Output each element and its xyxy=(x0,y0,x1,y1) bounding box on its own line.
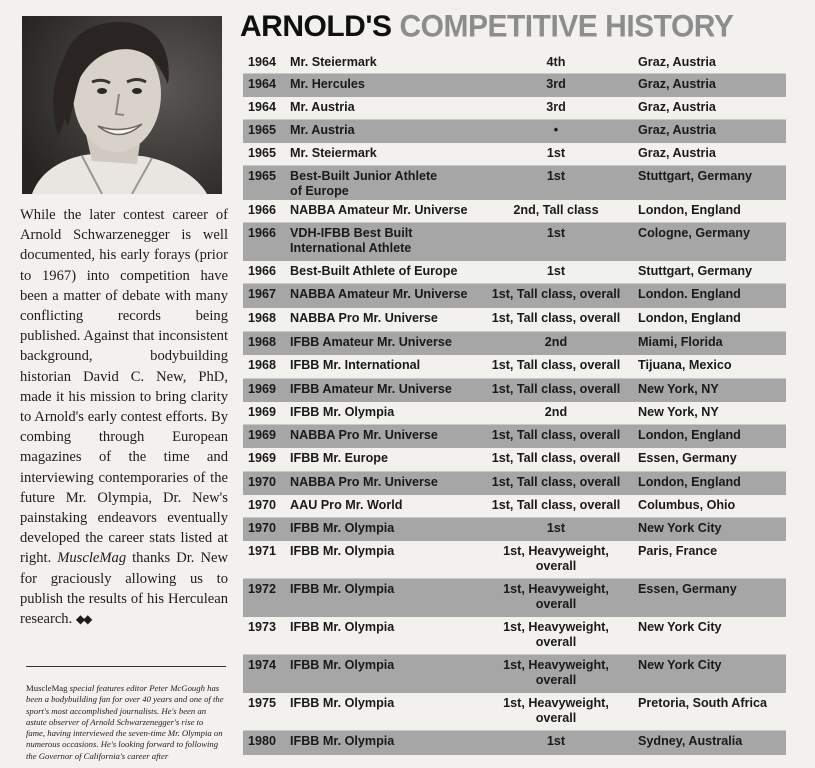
placing-cell: 1st, Heavyweight, overall xyxy=(503,544,609,573)
title-part-1: ARNOLD'S xyxy=(240,10,392,43)
event-cell: IFBB Mr. Olympia xyxy=(290,582,395,596)
location-cell: Graz, Austria xyxy=(638,123,716,137)
table-row xyxy=(243,425,786,448)
year-cell: 1973 xyxy=(248,620,277,634)
placing-cell: • xyxy=(553,123,559,137)
table-row xyxy=(243,52,786,74)
event-cell: Mr. Steiermark xyxy=(290,55,377,69)
table-row xyxy=(243,143,786,166)
location-cell: Paris, France xyxy=(638,544,718,558)
table-row xyxy=(243,200,786,223)
table-row xyxy=(243,332,786,355)
placing-cell: 1st, Heavyweight, overall xyxy=(503,582,609,611)
table-row xyxy=(243,120,786,143)
bio-magazine-name: MuscleMag xyxy=(26,683,68,693)
portrait-photo xyxy=(22,16,222,194)
event-cell: IFBB Mr. Olympia xyxy=(290,544,395,558)
placing-cell: 1st, Heavyweight, overall xyxy=(503,620,609,649)
placing-cell: 1st xyxy=(546,734,566,748)
location-cell: Cologne, Germany xyxy=(638,226,750,240)
intro-paragraph xyxy=(20,205,228,629)
end-mark-icon: ◆◆ xyxy=(75,612,91,627)
placing-cell: 1st, Tall class, overall xyxy=(491,475,621,489)
year-cell: 1970 xyxy=(248,498,277,512)
table-row xyxy=(243,731,786,755)
table-row xyxy=(243,617,786,655)
page-title xyxy=(240,10,733,44)
location-cell: Graz, Austria xyxy=(638,77,716,91)
location-cell: London. England xyxy=(638,287,741,301)
location-cell: London, England xyxy=(638,475,741,489)
year-cell: 1968 xyxy=(248,311,277,325)
table-row xyxy=(243,472,786,495)
event-cell: Mr. Steiermark xyxy=(290,146,377,160)
location-cell: New York City xyxy=(638,620,722,634)
intro-text-end: thanks Dr. New for graciously allowing us to publish the results of his Herculean research. xyxy=(20,550,229,628)
year-cell: 1968 xyxy=(248,335,277,349)
event-cell: NABBA Amateur Mr. Universe xyxy=(290,287,468,301)
year-cell: 1965 xyxy=(248,146,277,160)
event-cell: AAU Pro Mr. World xyxy=(290,498,403,512)
event-cell: IFBB Amateur Mr. Universe xyxy=(290,335,452,349)
location-cell: Tijuana, Mexico xyxy=(638,358,732,372)
event-cell: IFBB Mr. Olympia xyxy=(290,521,395,535)
placing-cell: 1st, Heavyweight, overall xyxy=(503,696,609,725)
event-cell: IFBB Mr. International xyxy=(290,358,421,372)
table-row xyxy=(243,308,786,332)
event-cell: Mr. Austria xyxy=(290,100,355,114)
location-cell: London, England xyxy=(638,203,741,217)
year-cell: 1964 xyxy=(248,100,277,114)
event-cell: NABBA Amateur Mr. Universe xyxy=(290,203,468,217)
table-row xyxy=(243,693,786,731)
title-part-2: COMPETITIVE HISTORY xyxy=(399,9,734,44)
year-cell: 1966 xyxy=(248,226,277,240)
event-cell: NABBA Pro Mr. Universe xyxy=(290,475,438,489)
event-cell: IFBB Mr. Olympia xyxy=(290,405,395,419)
placing-cell: 1st xyxy=(546,264,566,278)
event-cell: NABBA Pro Mr. Universe xyxy=(290,428,438,442)
location-cell: Graz, Austria xyxy=(638,146,716,160)
location-cell: New York City xyxy=(638,658,722,672)
year-cell: 1964 xyxy=(248,55,277,69)
divider xyxy=(26,666,226,667)
results-table xyxy=(243,52,786,755)
event-cell: IFBB Mr. Olympia xyxy=(290,620,395,634)
location-cell: Stuttgart, Germany xyxy=(638,169,753,183)
placing-cell: 1st xyxy=(546,521,566,535)
location-cell: London, England xyxy=(638,311,741,325)
location-cell: New York, NY xyxy=(638,382,719,396)
placing-cell: 1st, Tall class, overall xyxy=(491,311,621,325)
table-row xyxy=(243,402,786,425)
year-cell: 1974 xyxy=(248,658,277,672)
location-cell: Stuttgart, Germany xyxy=(638,264,753,278)
event-cell: VDH-IFBB Best Built International Athlete xyxy=(290,226,413,255)
year-cell: 1969 xyxy=(248,451,277,465)
table-row xyxy=(243,261,786,284)
bio-text: special features editor Peter McGough has been a bodybuilding fan for over 40 years and one of the sport's most accomplished journalists. He's been an astute observer of Arnold Schwarzenegger's rise to fame, having interviewed the seven-time Mr. Olympia on numerous occasions. He's looking forward to following the Governor of California's career after xyxy=(26,683,224,761)
placing-cell: 1st, Tall class, overall xyxy=(491,287,621,301)
location-cell: New York City xyxy=(638,521,722,535)
table-row xyxy=(243,379,786,402)
location-cell: Graz, Austria xyxy=(638,55,716,69)
placing-cell: 4th xyxy=(546,55,566,69)
table-row xyxy=(243,97,786,120)
year-cell: 1965 xyxy=(248,169,277,183)
year-cell: 1980 xyxy=(248,734,277,748)
placing-cell: 1st xyxy=(546,169,566,183)
location-cell: London, England xyxy=(638,428,741,442)
year-cell: 1964 xyxy=(248,77,277,91)
placing-cell: 1st xyxy=(546,226,566,240)
table-row xyxy=(243,495,786,518)
event-cell: IFBB Mr. Europe xyxy=(290,451,388,465)
placing-cell: 2nd xyxy=(544,335,568,349)
table-row xyxy=(243,579,786,617)
author-bio xyxy=(26,683,224,768)
event-cell: IFBB Amateur Mr. Universe xyxy=(290,382,452,396)
magazine-name: MuscleMag xyxy=(57,550,127,567)
year-cell: 1966 xyxy=(248,264,277,278)
event-cell: Mr. Austria xyxy=(290,123,355,137)
placing-cell: 2nd, Tall class xyxy=(513,203,599,217)
event-cell: IFBB Mr. Olympia xyxy=(290,658,395,672)
table-row xyxy=(243,74,786,97)
placing-cell: 3rd xyxy=(546,77,566,91)
year-cell: 1969 xyxy=(248,405,277,419)
table-row xyxy=(243,655,786,693)
location-cell: Essen, Germany xyxy=(638,582,737,596)
event-cell: IFBB Mr. Olympia xyxy=(290,734,395,748)
location-cell: Essen, Germany xyxy=(638,451,737,465)
placing-cell: 1st, Tall class, overall xyxy=(491,498,621,512)
table-row xyxy=(243,223,786,261)
year-cell: 1969 xyxy=(248,428,277,442)
location-cell: Miami, Florida xyxy=(638,335,723,349)
year-cell: 1967 xyxy=(248,287,277,301)
year-cell: 1966 xyxy=(248,203,277,217)
year-cell: 1968 xyxy=(248,358,277,372)
year-cell: 1965 xyxy=(248,123,277,137)
year-cell: 1969 xyxy=(248,382,277,396)
event-cell: Mr. Hercules xyxy=(290,77,365,91)
placing-cell: 1st, Tall class, overall xyxy=(491,451,621,465)
table-row xyxy=(243,448,786,472)
table-row xyxy=(243,166,786,200)
table-row xyxy=(243,284,786,308)
placing-cell: 1st, Tall class, overall xyxy=(491,358,621,372)
placing-cell: 3rd xyxy=(546,100,566,114)
table-row xyxy=(243,541,786,579)
table-row xyxy=(243,518,786,541)
year-cell: 1971 xyxy=(248,544,277,558)
year-cell: 1970 xyxy=(248,475,277,489)
year-cell: 1970 xyxy=(248,521,277,535)
placing-cell: 2nd xyxy=(544,405,568,419)
intro-text: While the later contest career of Arnold Schwarzenegger is well documented, his early forays (prior to 1967) into competition have been a matter of debate with many conflicting records being published. Against that inconsistent background, bodybuilding historian David C. New, PhD, made it his mission to bring clarity to Arnold's early contest efforts. By combing through European magazines of the time and interviewing contemporaries of the future Mr. Olympia, Dr. New's painstaking endeavors eventually developed the career stats listed at right. xyxy=(20,207,228,567)
location-cell: Pretoria, South Africa xyxy=(638,696,767,710)
event-cell: Best-Built Junior Athlete of Europe xyxy=(290,169,438,198)
year-cell: 1975 xyxy=(248,696,277,710)
placing-cell: 1st xyxy=(546,146,566,160)
location-cell: New York, NY xyxy=(638,405,719,419)
year-cell: 1972 xyxy=(248,582,277,596)
location-cell: Sydney, Australia xyxy=(638,734,743,748)
placing-cell: 1st, Tall class, overall xyxy=(491,428,621,442)
location-cell: Graz, Austria xyxy=(638,100,716,114)
placing-cell: 1st, Tall class, overall xyxy=(491,382,621,396)
placing-cell: 1st, Heavyweight, overall xyxy=(503,658,609,687)
event-cell: NABBA Pro Mr. Universe xyxy=(290,311,438,325)
event-cell: Best-Built Athlete of Europe xyxy=(290,264,458,278)
location-cell: Columbus, Ohio xyxy=(638,498,736,512)
table-row xyxy=(243,355,786,379)
event-cell: IFBB Mr. Olympia xyxy=(290,696,395,710)
